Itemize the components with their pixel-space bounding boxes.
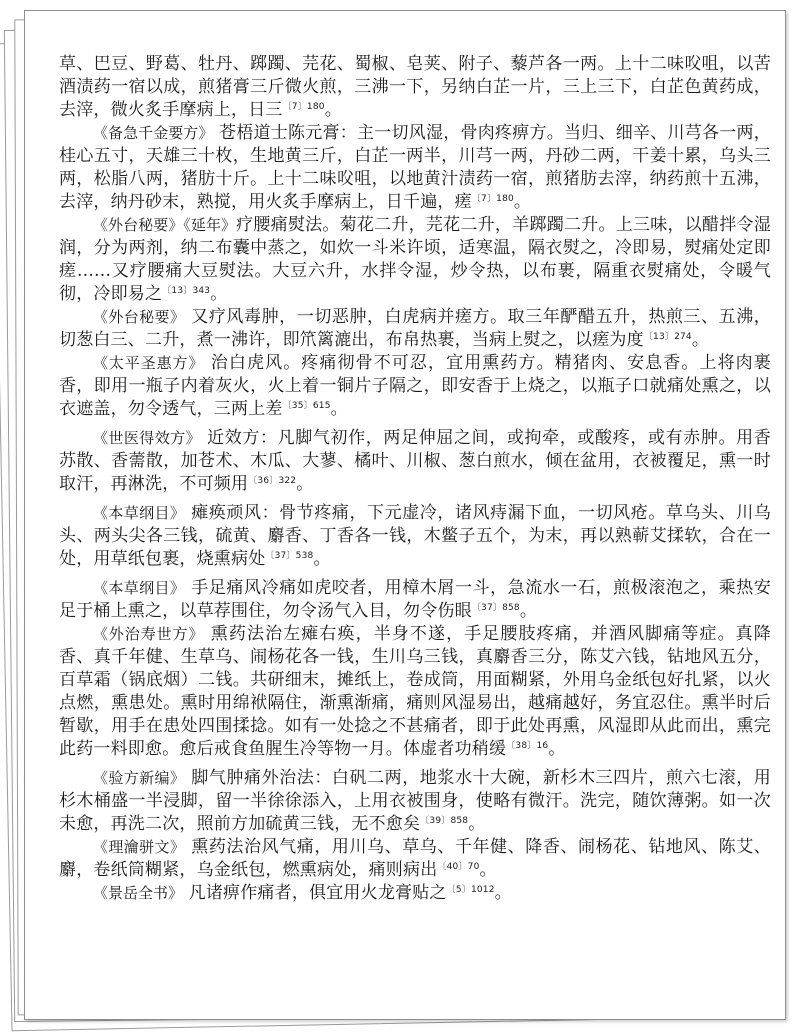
- source-title: 《理瀹骈文》: [93, 838, 186, 856]
- document-page: [24, 10, 786, 1020]
- paragraph-2: [59, 122, 771, 214]
- source-title: 《外台秘要》: [93, 308, 186, 326]
- paragraph-text: 手足痛风冷痛如虎咬者，用樟木屑一斗，急流水一石，煎极滚泡之，乘热安足于桶上熏之，以草荐围住，勿令汤气入目，勿令伤眼: [59, 578, 771, 621]
- paragraph-text: 瘫痪顽风：骨节疼痛，下元虚冷，诸风痔漏下血，一切风疮。草乌头、川乌头、两头尖各三钱，硫黄、麝香、丁香各一钱，木鳖子五个，为末，再以熟蕲艾揉软，合在一处，用草纸包裹，烧熏病处: [59, 503, 771, 569]
- citation-ref: 〔37〕858: [471, 603, 520, 613]
- paragraph-4: [59, 306, 771, 352]
- paragraph-10: [59, 767, 771, 836]
- paragraph-9: [59, 623, 771, 761]
- source-title: 《本草纲目》: [93, 579, 186, 597]
- paragraph-text: 苍梧道士陈元膏：主一切风湿，骨肉疼痹方。当归、细辛、川芎各一两，桂心五寸，天雄三十枚，生地黄三斤，白芷一两半，川芎一两，丹砂二两，干姜十累，乌头三两，松脂八两，猪肪十斤。上十二味㕮咀，以地黄汁渍药一宿，煎猪肪去滓，纳药煎十五沸，去滓，纳丹砂末，熟搅，用火炙手摩病上，日千遍，瘥: [59, 123, 771, 212]
- paragraph-text: 凡诸痹作痛者，俱宜用火龙膏贴之: [183, 883, 447, 903]
- body-text: [59, 53, 771, 905]
- paragraph-text: 草、巴豆、野葛、牡丹、踯躅、芫花、蜀椒、皂荚、附子、藜芦各一两。上十二味㕮咀，以苦酒渍药一宿以成，煎猪膏三斤微火煎，三沸一下，另纳白芷一片，三上三下，白芷色黄药成，去滓，微火炙手摩病上，日三: [59, 54, 771, 120]
- paragraph-end: 。: [468, 814, 486, 834]
- paragraph-text: 脚气肿痛外治法：白矾二两，地浆水十大碗，新杉木三四片，煎六七滚，用杉木桶盛一半浸脚，留一半徐徐添入，上用衣被围身，使略有微汗。洗完，随饮薄粥。如一次未愈，再洗二次，照前方加硫黄三钱，无不愈矣: [59, 768, 771, 834]
- source-title: 《外治寿世方》: [93, 625, 205, 643]
- paragraph-8: [59, 577, 771, 623]
- paragraph-11: [59, 836, 771, 882]
- source-title: 《世医得效方》: [93, 429, 202, 447]
- citation-ref: 〔7〕180: [282, 102, 325, 112]
- paragraph-3: [59, 214, 771, 306]
- citation-ref: 〔35〕615: [282, 401, 331, 411]
- paragraph-end: 。: [548, 739, 566, 759]
- paragraph-end: 。: [324, 100, 342, 120]
- paragraph-end: 。: [210, 284, 228, 304]
- source-title: 《本草纲目》: [93, 504, 186, 522]
- citation-ref: 〔5〕1012: [446, 885, 495, 895]
- paragraph-end: 。: [330, 399, 348, 419]
- source-title: 《外台秘要》《延年》: [93, 216, 237, 234]
- citation-ref: 〔13〕343: [162, 286, 211, 296]
- paragraph-6: [59, 427, 771, 496]
- source-title: 《太平圣惠方》: [93, 354, 205, 372]
- paragraph-12: [59, 882, 771, 905]
- paragraph-text: 近效方：凡脚气初作，两足伸屈之间，或拘牵，或酸疼，或有赤肿。用香苏散、香薷散，加苍术、木瓜、大蓼、橘叶、川椒、葱白煎水，倾在盆用，衣被覆足，熏一时取汗，再淋洗，不可频用: [59, 428, 771, 494]
- paragraph-text: 熏药法治风气痛，用川乌、草乌、千年健、降香、闹杨花、钻地风、陈艾、麝，卷纸筒糊紧，乌金纸包，燃熏病处，痛则病出: [59, 837, 771, 880]
- paragraph-end: 。: [691, 330, 710, 350]
- paragraph-end: 。: [513, 192, 532, 212]
- paragraph-text: 熏药法治左瘫右痪，半身不遂，手足腰肢疼痛，并酒风脚痛等症。真降香、真千年健、生草乌、闹杨花各一钱，生川乌三钱，真麝香三分，陈艾六钱，钻地风五分，百草霜（锅底烟）二钱。共研细末，摊纸上，卷成筒，用面糊紧，外用乌金纸包好扎紧，以火点燃，熏患处。熏时用绵袱隔住，渐熏渐痛，痛则风湿易出，越痛越好，务宜忍住。熏半时后暂歇，用手在患处四围揉捻。如有一处捻之不甚痛者，即于此处再熏，风湿即从此而出，熏完此药一料即愈。愈后戒食鱼腥生冷等物一月。体虚者功稍缓: [59, 624, 771, 759]
- citation-ref: 〔13〕274: [643, 332, 692, 342]
- paragraph-text: 又疗风毒肿，一切恶肿，白虎病并瘥方。取三年酽醋五升，热煎三、五沸，切葱白三、二升，煮一沸许，即笊篱漉出，布帛热裹，当病上熨之，以瘥为度: [59, 307, 771, 350]
- paragraph-text: 疗腰痛熨法。菊花二升，芫花二升，羊踯躅二升。上三味，以醋拌令湿润，分为两剂，纳二布囊中蒸之，如炊一斗米许顷，适寒温，隔衣熨之，冷即易，熨痛处定即瘥……又疗腰痛大豆熨法。大豆六升，水拌令湿，炒令热，以布裹，隔重衣熨痛处，令暖气彻，冷即易之: [59, 215, 771, 304]
- paragraph-end: 。: [313, 549, 331, 569]
- citation-ref: 〔38〕16: [506, 741, 549, 751]
- paragraph-end: 。: [494, 883, 512, 903]
- paragraph-end: 。: [479, 860, 497, 880]
- citation-ref: 〔40〕70: [437, 862, 480, 872]
- citation-ref: 〔36〕322: [248, 476, 297, 486]
- citation-ref: 〔7〕180: [471, 194, 514, 204]
- paragraph-end: 。: [296, 474, 314, 494]
- citation-ref: 〔39〕858: [420, 816, 469, 826]
- paragraph-text: 治白虎风。疼痛彻骨不可忍，宜用熏药方。精猪肉、安息香。上将肉裹香，即用一瓶子内着灰火，火上着一铜片子隔之，即安香于上烧之，以瓶子口就痛处熏之，以衣遮盖，勿令透气，三两上差: [59, 353, 771, 419]
- source-title: 《景岳全书》: [93, 884, 184, 902]
- paragraph-1: [59, 53, 771, 122]
- paragraph-7: [59, 502, 771, 571]
- paragraph-end: 。: [519, 601, 538, 621]
- source-title: 《备急千金要方》: [93, 124, 214, 142]
- citation-ref: 〔37〕538: [265, 551, 314, 561]
- source-title: 《验方新编》: [93, 769, 186, 787]
- paragraph-5: [59, 352, 771, 421]
